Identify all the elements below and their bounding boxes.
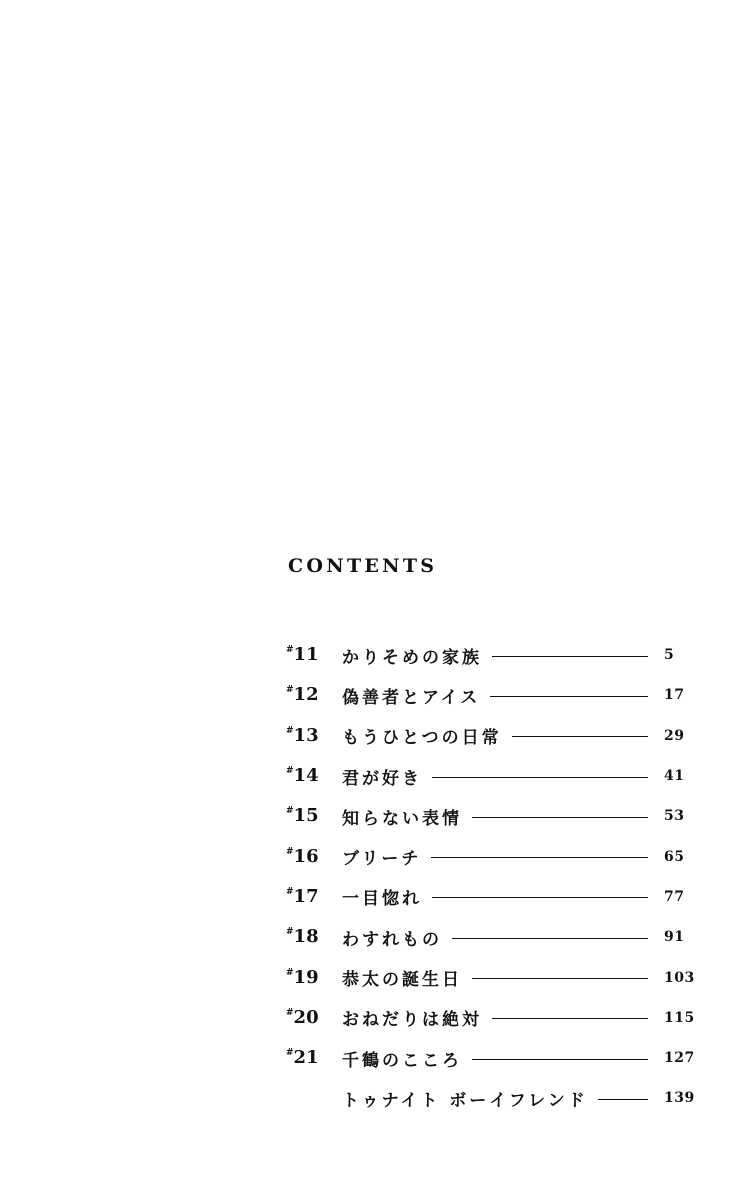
page-number: 103 xyxy=(664,969,695,986)
page-number: 77 xyxy=(664,888,685,905)
chapter-hash: # xyxy=(286,685,294,696)
chapter-title: 君が好き xyxy=(342,768,422,789)
chapter-title: トゥナイト ボーイフレンド xyxy=(342,1090,588,1111)
leader-line xyxy=(472,1059,648,1060)
chapter-hash: # xyxy=(286,927,294,938)
toc-entry-20[interactable] xyxy=(286,998,696,1038)
chapter-number xyxy=(286,724,342,746)
chapter-hash: # xyxy=(286,645,294,656)
chapter-number-value: 14 xyxy=(293,765,319,787)
leader-line xyxy=(432,897,648,898)
leader-line xyxy=(452,938,648,939)
chapter-number-value: 12 xyxy=(293,684,319,706)
leader-line xyxy=(431,857,648,858)
toc-entry-13[interactable] xyxy=(286,716,696,756)
chapter-number-value: 18 xyxy=(293,926,319,948)
leader-line xyxy=(432,777,648,778)
chapter-hash: # xyxy=(286,886,294,897)
chapter-number-value: 13 xyxy=(293,724,319,746)
chapter-number-value: 11 xyxy=(293,644,319,666)
chapter-title: もうひとつの日常 xyxy=(342,728,502,749)
page-number: 29 xyxy=(664,727,685,744)
leader-line xyxy=(492,1018,648,1019)
page-number: 127 xyxy=(664,1050,695,1067)
chapter-hash: # xyxy=(286,967,294,978)
chapter-number xyxy=(286,1049,342,1067)
chapter-title: 千鶴のこころ xyxy=(342,1050,462,1071)
contents-list xyxy=(286,635,696,1119)
toc-entry-21[interactable] xyxy=(286,1038,696,1078)
page-number: 5 xyxy=(664,647,675,664)
leader-line xyxy=(472,817,648,818)
leader-line xyxy=(492,656,648,657)
chapter-hash: # xyxy=(286,806,294,817)
table-of-contents xyxy=(286,553,696,1119)
page-number: 91 xyxy=(664,929,685,946)
toc-entry-bonus[interactable] xyxy=(286,1078,696,1118)
chapter-title: おねだりは絶対 xyxy=(342,1010,482,1031)
chapter-title: 一目惚れ xyxy=(342,889,422,910)
contents-heading: CONTENTS xyxy=(288,555,438,577)
chapter-title: わすれもの xyxy=(342,929,442,950)
chapter-number xyxy=(286,1006,342,1028)
chapter-hash: # xyxy=(286,725,294,736)
chapter-number-value: 16 xyxy=(293,845,319,867)
chapter-hash: # xyxy=(286,846,294,857)
leader-line xyxy=(512,736,648,737)
chapter-title: 恭太の誕生日 xyxy=(342,970,462,991)
leader-line xyxy=(490,696,648,697)
toc-entry-15[interactable] xyxy=(286,796,696,836)
leader-line xyxy=(598,1099,648,1100)
toc-entry-11[interactable] xyxy=(286,635,696,675)
chapter-number xyxy=(286,845,342,867)
chapter-title: 知らない表情 xyxy=(342,808,462,829)
chapter-number xyxy=(286,966,342,988)
toc-entry-16[interactable] xyxy=(286,836,696,876)
chapter-hash: # xyxy=(286,1007,294,1018)
chapter-number xyxy=(286,646,342,664)
chapter-number xyxy=(286,807,342,825)
chapter-title: 偽善者とアイス xyxy=(342,687,481,708)
chapter-number xyxy=(286,885,342,907)
chapter-number xyxy=(286,686,342,704)
page-number: 53 xyxy=(664,808,685,825)
chapter-number-value: 21 xyxy=(293,1047,319,1069)
chapter-hash: # xyxy=(286,766,294,777)
chapter-title: ブリーチ xyxy=(342,849,422,870)
page-number: 41 xyxy=(664,768,685,785)
chapter-number-value: 17 xyxy=(293,885,319,907)
chapter-number xyxy=(286,928,342,946)
chapter-number-value: 15 xyxy=(293,805,319,827)
chapter-hash: # xyxy=(286,1048,294,1059)
toc-entry-19[interactable] xyxy=(286,957,696,997)
toc-entry-17[interactable] xyxy=(286,877,696,917)
toc-entry-12[interactable] xyxy=(286,675,696,715)
page-number: 115 xyxy=(664,1009,695,1026)
page-number: 17 xyxy=(664,687,685,704)
chapter-number-value: 19 xyxy=(293,966,319,988)
page-number: 65 xyxy=(664,848,685,865)
leader-line xyxy=(472,978,648,979)
toc-entry-14[interactable] xyxy=(286,756,696,796)
toc-entry-18[interactable] xyxy=(286,917,696,957)
chapter-title: かりそめの家族 xyxy=(342,647,482,668)
chapter-number-value: 20 xyxy=(293,1006,319,1028)
chapter-number xyxy=(286,767,342,785)
page-number: 139 xyxy=(664,1090,695,1107)
